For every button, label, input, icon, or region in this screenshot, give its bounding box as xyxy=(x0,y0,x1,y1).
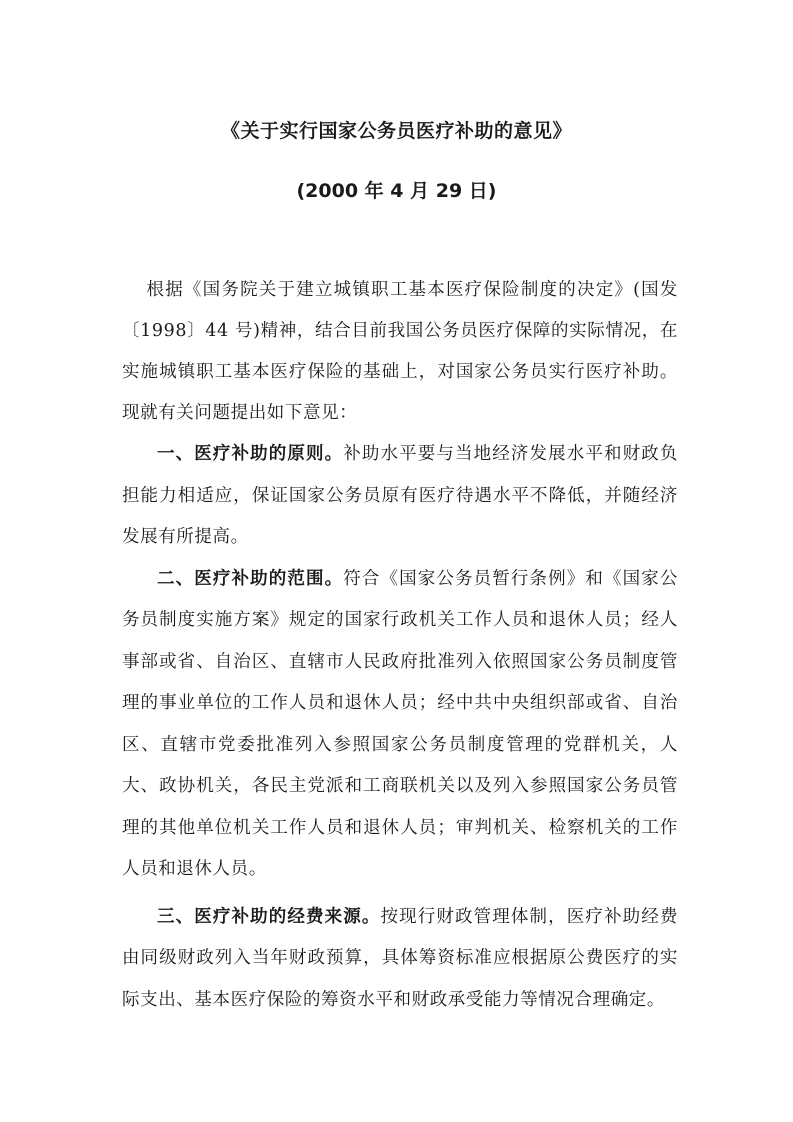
intro-paragraph: 根据《国务院关于建立城镇职工基本医疗保险制度的决定》(国发〔1998〕44 号)精神，结合目前我国公务员医疗保障的实际情况，在实施城镇职工基本医疗保险的基础上，对国家公务员实行医疗补助。现就有关问题提出如下意见： xyxy=(122,280,678,423)
section-text-3: 按现行财政管理体制，医疗补助经费由同级财政列入当年财政预算，具体筹资标准应根据原公费医疗的实际支出、基本医疗保险的筹资水平和财政承受能力等情况合理确定。 xyxy=(122,906,678,1010)
section-heading-1: 一、医疗补助的原则。 xyxy=(157,444,344,464)
section-text-1: 补助水平要与当地经济发展水平和财政负担能力相适应，保证国家公务员原有医疗待遇水平不降低，并随经济发展有所提高。 xyxy=(122,444,678,547)
section-paragraph-1 xyxy=(122,434,678,559)
document-date: (2000 年 4 月 29 日) xyxy=(296,180,497,202)
section-paragraph-3 xyxy=(122,897,678,1022)
document-body xyxy=(122,270,678,1021)
section-text-2: 符合《国家公务员暂行条例》和《国家公务员制度实施方案》规定的国家行政机关工作人员和退休人员；经人事部或省、自治区、直辖市人民政府批准列入依照国家公务员制度管理的事业单位的工作人员和退休人员；经中共中央组织部或省、自治区、直辖市党委批准列入参照国家公务员制度管理的党群机关，人大、政协机关，各民主党派和工商联机关以及列入参照国家公务员管理的其他单位机关工作人员和退休人员；审判机关、检察机关的工作人员和退休人员。 xyxy=(122,568,678,879)
section-heading-3: 三、医疗补助的经费来源。 xyxy=(157,906,381,927)
section-heading-2: 二、医疗补助的范围。 xyxy=(157,568,344,589)
document-title: 《关于实行国家公务员医疗补助的意见》 xyxy=(220,120,572,142)
section-paragraph-2 xyxy=(122,559,678,891)
